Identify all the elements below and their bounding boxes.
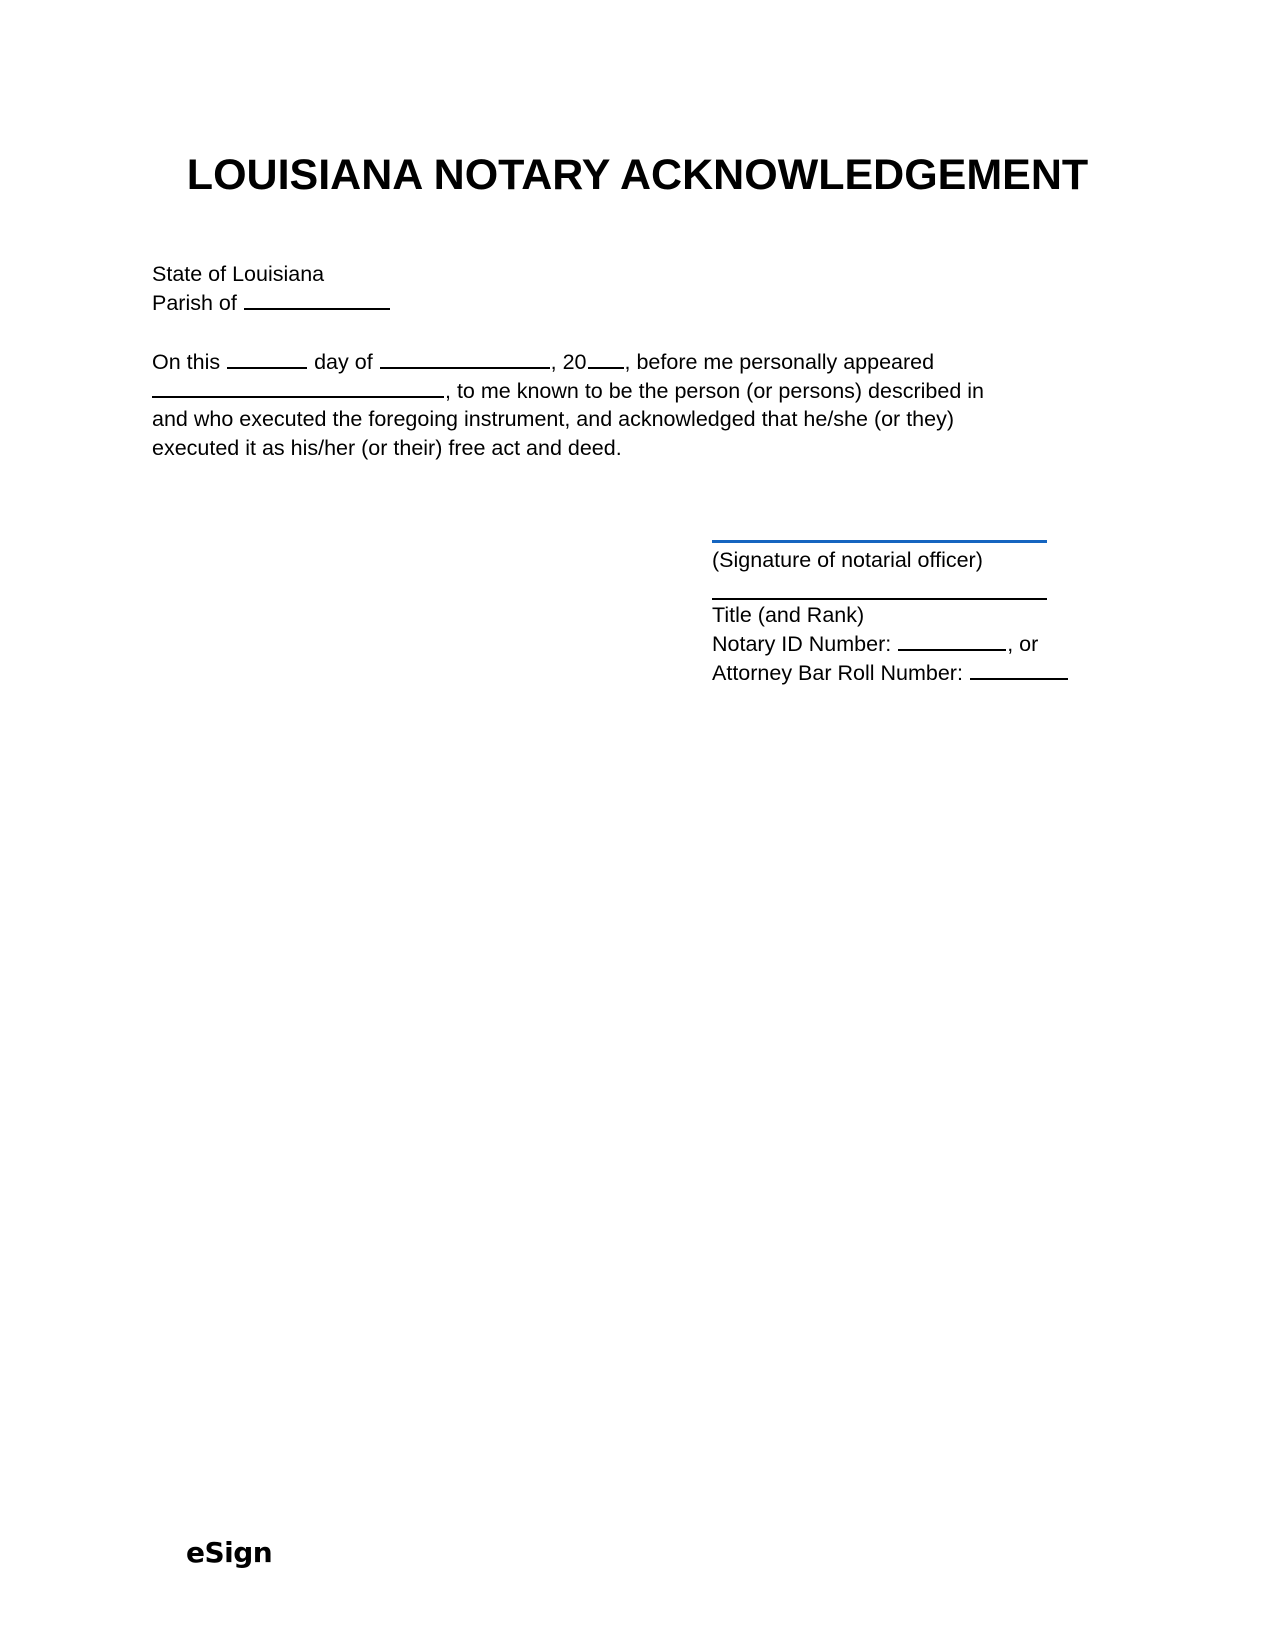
- year-blank-field[interactable]: [588, 349, 624, 369]
- person-name-blank-field[interactable]: [152, 378, 444, 398]
- paragraph-line-3: and who executed the foregoing instrument, and acknowledged that he/she (or they): [152, 407, 954, 432]
- title-rank-line[interactable]: [712, 598, 1047, 600]
- day-of-text: day of: [314, 350, 373, 374]
- bar-roll-label: Attorney Bar Roll Number:: [712, 661, 963, 685]
- month-blank-field[interactable]: [380, 349, 550, 369]
- signature-line[interactable]: [712, 540, 1047, 543]
- document-title: LOUISIANA NOTARY ACKNOWLEDGEMENT: [186, 151, 1089, 199]
- notary-id-blank-field[interactable]: [898, 631, 1006, 651]
- appeared-text: , before me personally appeared: [624, 350, 935, 374]
- parish-label: Parish of: [152, 291, 237, 315]
- esign-logo: eSign: [186, 1536, 273, 1569]
- state-label: State of Louisiana: [152, 262, 325, 286]
- parish-line: [152, 289, 391, 318]
- signature-caption: (Signature of notarial officer): [712, 548, 983, 572]
- year-prefix-text: , 20: [550, 350, 587, 374]
- on-this-text: On this: [152, 350, 221, 374]
- parish-blank-field[interactable]: [244, 290, 390, 310]
- notary-id-label: Notary ID Number:: [712, 632, 892, 656]
- notary-id-line: [712, 630, 1038, 659]
- acknowledgement-paragraph: [152, 348, 1092, 463]
- notary-id-suffix: , or: [1007, 632, 1039, 656]
- state-line: [152, 260, 324, 289]
- bar-roll-line: [712, 659, 1069, 688]
- paragraph-line-1: [152, 348, 1092, 377]
- title-rank-caption: Title (and Rank): [712, 603, 865, 627]
- bar-roll-blank-field[interactable]: [970, 660, 1068, 680]
- day-blank-field[interactable]: [227, 349, 307, 369]
- paragraph-line-4: executed it as his/her (or their) free act and deed.: [152, 436, 622, 461]
- known-person-text: , to me known to be the person (or persons) described in: [445, 378, 984, 403]
- paragraph-line-2: [152, 377, 1092, 406]
